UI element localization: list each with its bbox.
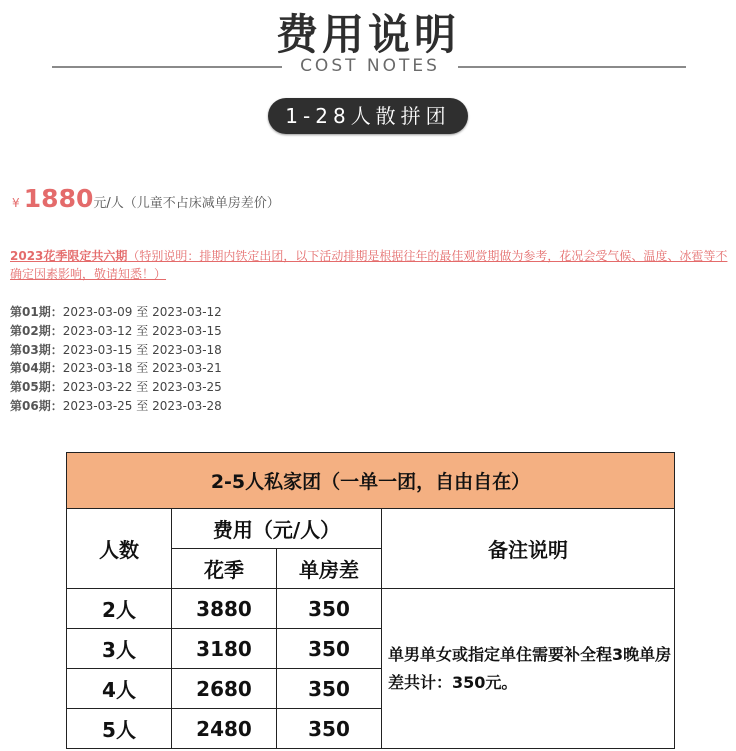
period-label: 第01期： [10, 305, 63, 319]
period-dates: 2023-03-25 至 2023-03-28 [62, 398, 222, 413]
notice-detail: （特别说明：排期内铁定出团，以下活动排期是根据往年的最佳观赏期做为参考，花况会受气候、温度、冰雹等不确定因素影响，敬请知悉！） [10, 249, 728, 281]
page-subtitle: COST NOTES [300, 56, 440, 76]
period-dates: 2023-03-22 至 2023-03-25 [62, 380, 222, 395]
season-price-cell: 3180 [172, 629, 277, 669]
col-remark-header: 备注说明 [382, 509, 675, 589]
divider-right [458, 66, 686, 68]
divider-left [52, 66, 282, 68]
list-item [10, 303, 222, 322]
col-people-header: 人数 [67, 509, 172, 589]
period-dates: 2023-03-18 至 2023-03-21 [62, 361, 222, 376]
period-label: 第02期： [10, 323, 63, 338]
period-label: 第06期： [10, 398, 63, 413]
list-item [10, 322, 222, 341]
notice-headline: 2023花季限定共六期 [10, 249, 128, 263]
period-label: 第03期： [10, 342, 63, 357]
price-unit-note: 元/人（儿童不占床减单房差价） [93, 196, 280, 211]
single-supplement-cell: 350 [277, 669, 382, 709]
table-row [67, 589, 675, 629]
period-list [10, 303, 222, 416]
schedule-notice [10, 247, 732, 283]
price-amount: 1880 [23, 184, 94, 213]
page-title: 费用说明 [275, 10, 460, 59]
list-item [10, 378, 222, 397]
period-label: 第05期： [10, 380, 63, 395]
people-cell: 3人 [67, 629, 172, 669]
period-dates: 2023-03-12 至 2023-03-15 [62, 323, 222, 338]
list-item [10, 341, 222, 360]
col-single-header: 单房差 [277, 549, 382, 589]
people-cell: 5人 [67, 709, 172, 749]
period-dates: 2023-03-15 至 2023-03-18 [62, 342, 222, 357]
season-price-cell: 2680 [172, 669, 277, 709]
single-supplement-cell: 350 [277, 709, 382, 749]
single-supplement-cell: 350 [277, 589, 382, 629]
price-table [66, 452, 675, 749]
remark-cell: 单男单女或指定单住需要补全程3晚单房差共计：350元。 [382, 589, 675, 749]
list-item [10, 359, 222, 378]
col-season-header: 花季 [172, 549, 277, 589]
people-cell: 4人 [67, 669, 172, 709]
people-cell: 2人 [67, 589, 172, 629]
currency-symbol: ¥ [12, 196, 20, 210]
table-title-row [67, 453, 675, 509]
tour-type-badge: 1-28人散拼团 [268, 98, 468, 134]
period-label: 第04期： [10, 361, 63, 376]
season-price-cell: 2480 [172, 709, 277, 749]
price-line [12, 184, 280, 213]
table-header-row [67, 509, 675, 549]
col-fee-header: 费用（元/人） [172, 509, 382, 549]
table-title: 2-5人私家团（一单一团，自由自在） [67, 453, 675, 509]
single-supplement-cell: 350 [277, 629, 382, 669]
period-dates: 2023-03-09 至 2023-03-12 [62, 305, 222, 319]
season-price-cell: 3880 [172, 589, 277, 629]
list-item [10, 397, 222, 416]
